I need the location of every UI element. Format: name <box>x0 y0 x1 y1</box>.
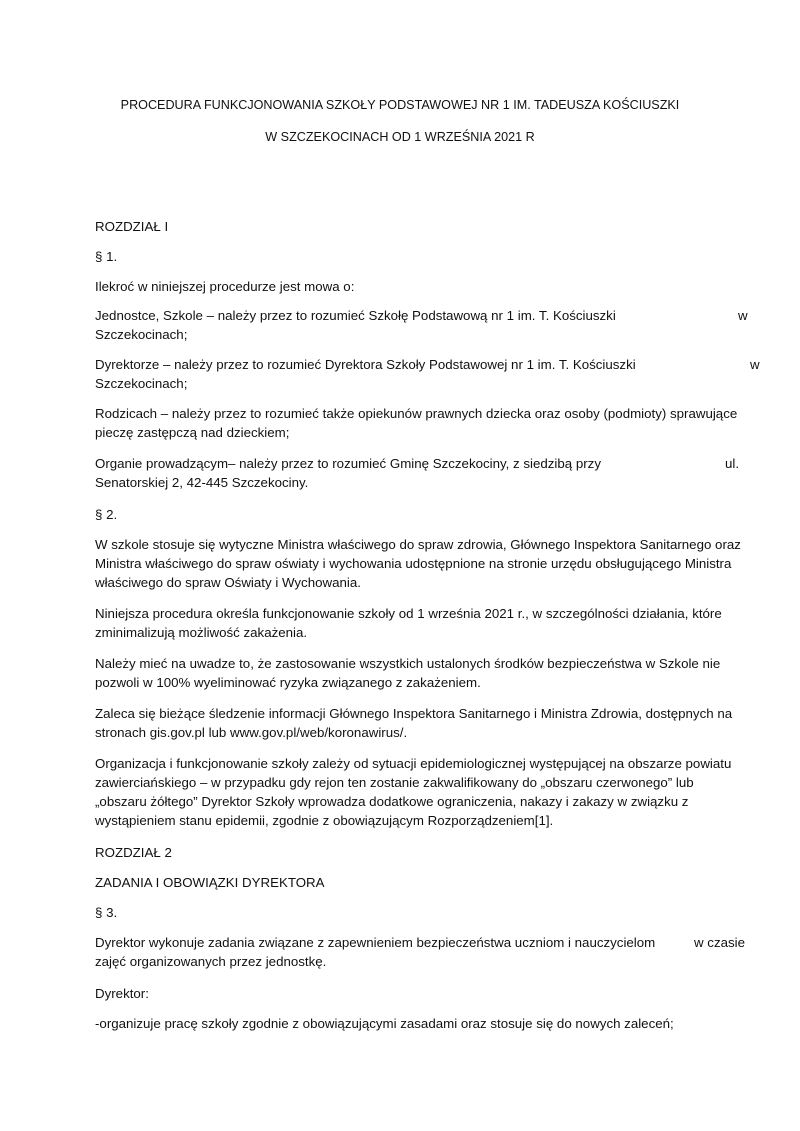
paragraph: Dyrektor: <box>95 986 149 1001</box>
definition-line: Szczekocinach; <box>95 327 188 342</box>
definition-line: Jednostce, Szkole – należy przez to rozumieć Szkołę Podstawową nr 1 im. T. Kościuszki <box>95 308 616 323</box>
section-mark: § 2. <box>95 507 118 522</box>
section-mark: § 1. <box>95 249 118 264</box>
document-title-line2: W SZCZEKOCINACH OD 1 WRZEŚNIA 2021 R <box>265 130 535 144</box>
paragraph: zawierciańskiego – w przypadku gdy rejon ten zostanie zakwalifikowany do „obszaru czerwonego” lub <box>95 775 694 790</box>
definition-line-tail: w <box>750 357 760 372</box>
paragraph: W szkole stosuje się wytyczne Ministra właściwego do spraw zdrowia, Głównego Inspektora Sanitarnego oraz <box>95 537 741 552</box>
definition-line: Szczekocinach; <box>95 376 188 391</box>
paragraph: „obszaru żółtego” Dyrektor Szkoły wprowadza dodatkowe ograniczenia, nakazy i zakazy w związku z <box>95 794 689 809</box>
paragraph: wystąpieniem stanu epidemii, zgodnie z obowiązującym Rozporządzeniem[1]. <box>95 813 554 828</box>
paragraph: zajęć organizowanych przez jednostkę. <box>95 954 327 969</box>
paragraph: -organizuje pracę szkoły zgodnie z obowiązującymi zasadami oraz stosuje się do nowych zaleceń; <box>95 1016 674 1031</box>
definition-line: Senatorskiej 2, 42-445 Szczekociny. <box>95 475 309 490</box>
paragraph: Niniejsza procedura określa funkcjonowanie szkoły od 1 września 2021 r., w szczególności działania, które <box>95 606 722 621</box>
definition-line-tail: ul. <box>725 456 740 471</box>
chapter-heading: ROZDZIAŁ 2 <box>95 845 172 860</box>
paragraph: Dyrektor wykonuje zadania związane z zapewnieniem bezpieczeństwa uczniom i nauczycielom <box>95 935 656 950</box>
paragraph-tail: w czasie <box>694 935 745 950</box>
definition-line: Dyrektorze – należy przez to rozumieć Dyrektora Szkoły Podstawowej nr 1 im. T. Kościuszki <box>95 357 636 372</box>
paragraph: stronach gis.gov.pl lub www.gov.pl/web/koronawirus/. <box>95 725 408 740</box>
paragraph: właściwego do spraw Oświaty i Wychowania. <box>95 575 361 590</box>
paragraph: Ministra właściwego do spraw oświaty i wychowania udostępnione na stronie urzędu obsługującego Ministra <box>95 556 732 571</box>
paragraph: Organizacja i funkcjonowanie szkoły zależy od sytuacji epidemiologicznej występującej na obszarze powiatu <box>95 756 732 771</box>
document-title-line1: PROCEDURA FUNKCJONOWANIA SZKOŁY PODSTAWOWEJ NR 1 IM. TADEUSZA KOŚCIUSZKI <box>120 98 680 112</box>
definition-line: pieczę zastępczą nad dzieckiem; <box>95 425 290 440</box>
paragraph: zminimalizują możliwość zakażenia. <box>95 625 308 640</box>
chapter-heading: ROZDZIAŁ I <box>95 219 169 234</box>
paragraph: Zaleca się bieżące śledzenie informacji Głównego Inspektora Sanitarnego i Ministra Zdrowia, dostępnych na <box>95 706 733 721</box>
section-mark: § 3. <box>95 905 118 920</box>
paragraph: pozwoli w 100% wyeliminować ryzyka związanego z zakażeniem. <box>95 675 481 690</box>
definition-line: Rodzicach – należy przez to rozumieć także opiekunów prawnych dziecka oraz osoby (podmioty) sprawujące <box>95 406 738 421</box>
paragraph: Ilekroć w niniejszej procedurze jest mowa o: <box>95 279 355 294</box>
paragraph: Należy mieć na uwadze to, że zastosowanie wszystkich ustalonych środków bezpieczeństwa w Szkole nie <box>95 656 721 671</box>
definition-line-tail: w <box>738 308 748 323</box>
definition-line: Organie prowadzącym– należy przez to rozumieć Gminę Szczekociny, z siedzibą przy <box>95 456 601 471</box>
chapter-subheading: ZADANIA I OBOWIĄZKI DYREKTORA <box>95 875 325 890</box>
